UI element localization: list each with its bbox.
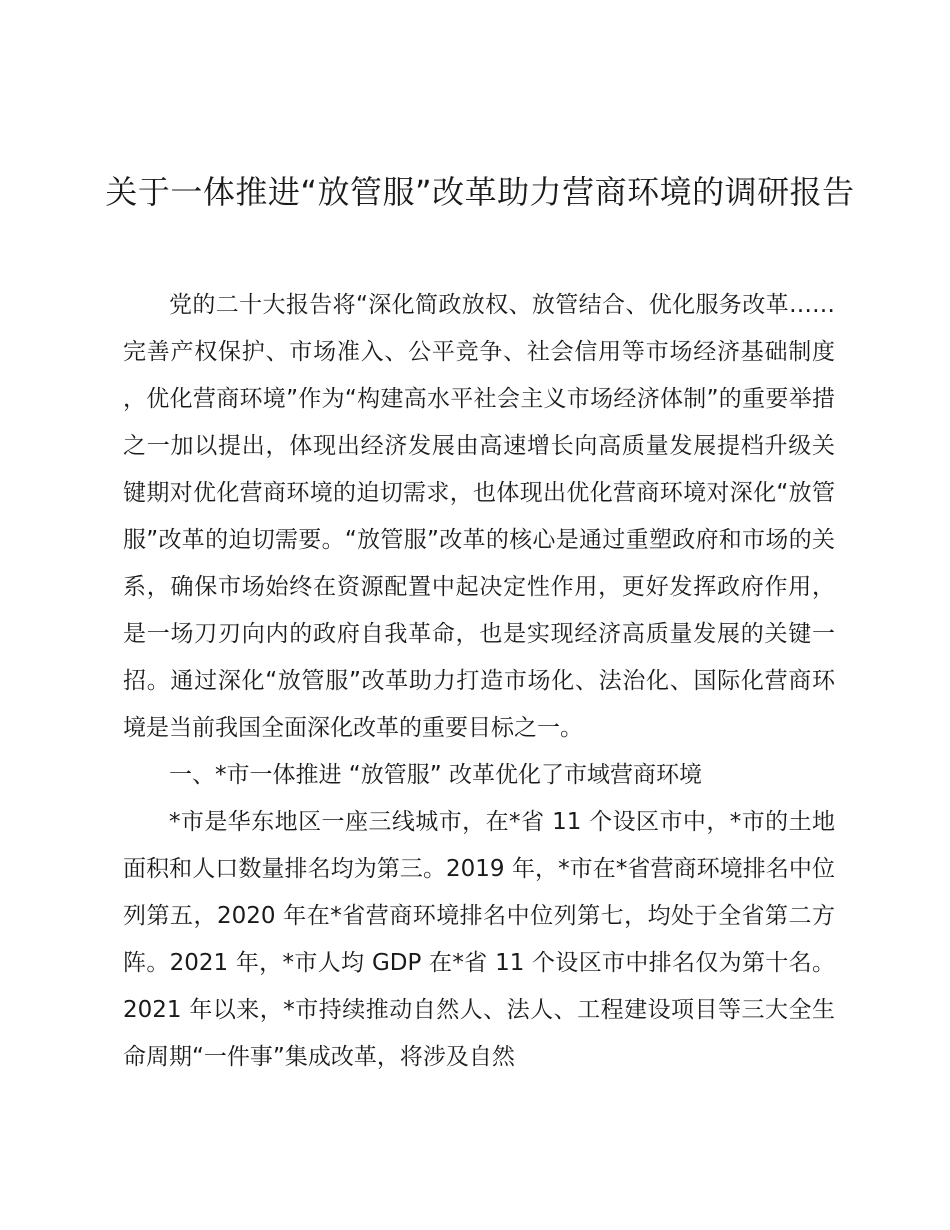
- document-body: [123, 282, 835, 1081]
- section-heading: 一、*市一体推进 “放管服” 改革优化了市域营商环境: [169, 762, 702, 788]
- intro-paragraph: 党的二十大报告将“深化简政放权、放管结合、优化服务改革……完善产权保护、市场准入、公平竞争、社会信用等市场经济基础制度，优化营商环境”作为“构建高水平社会主义市场经济体制”的重要举措之一加以提出，体现出经济发展由高速增长向高质量发展提档升级关键期对优化营商环境的迫切需求，也体现出优化营商环境对深化“放管服”改革的迫切需要。“放管服”改革的核心是通过重塑政府和市场的关系，确保市场始终在资源配置中起决定性作用，更好发挥政府作用，是一场刀刃向内的政府自我革命，也是实现经济高质量发展的关键一招。通过深化“放管服”改革助力打造市场化、法治化、国际化营商环境是当前我国全面深化改革的重要目标之一。: [123, 292, 835, 741]
- document-title: 关于一体推进“放管服”改革助力营商环境的调研报告: [105, 173, 855, 211]
- section-paragraph: *市是华东地区一座三线城市，在*省 11 个设区市中，*市的土地面积和人口数量排名均为第三。2019 年，*市在*省营商环境排名中位列第五，2020 年在*省营商环境排名中位列第七，均处于全省第二方阵。2021 年，*市人均 GDP 在*省 11 个设区市中排名仅为第十名。2021 年以来，*市持续推动自然人、法人、工程建设项目等三大全生命周期“一件事”集成改革，将涉及自然: [123, 809, 835, 1070]
